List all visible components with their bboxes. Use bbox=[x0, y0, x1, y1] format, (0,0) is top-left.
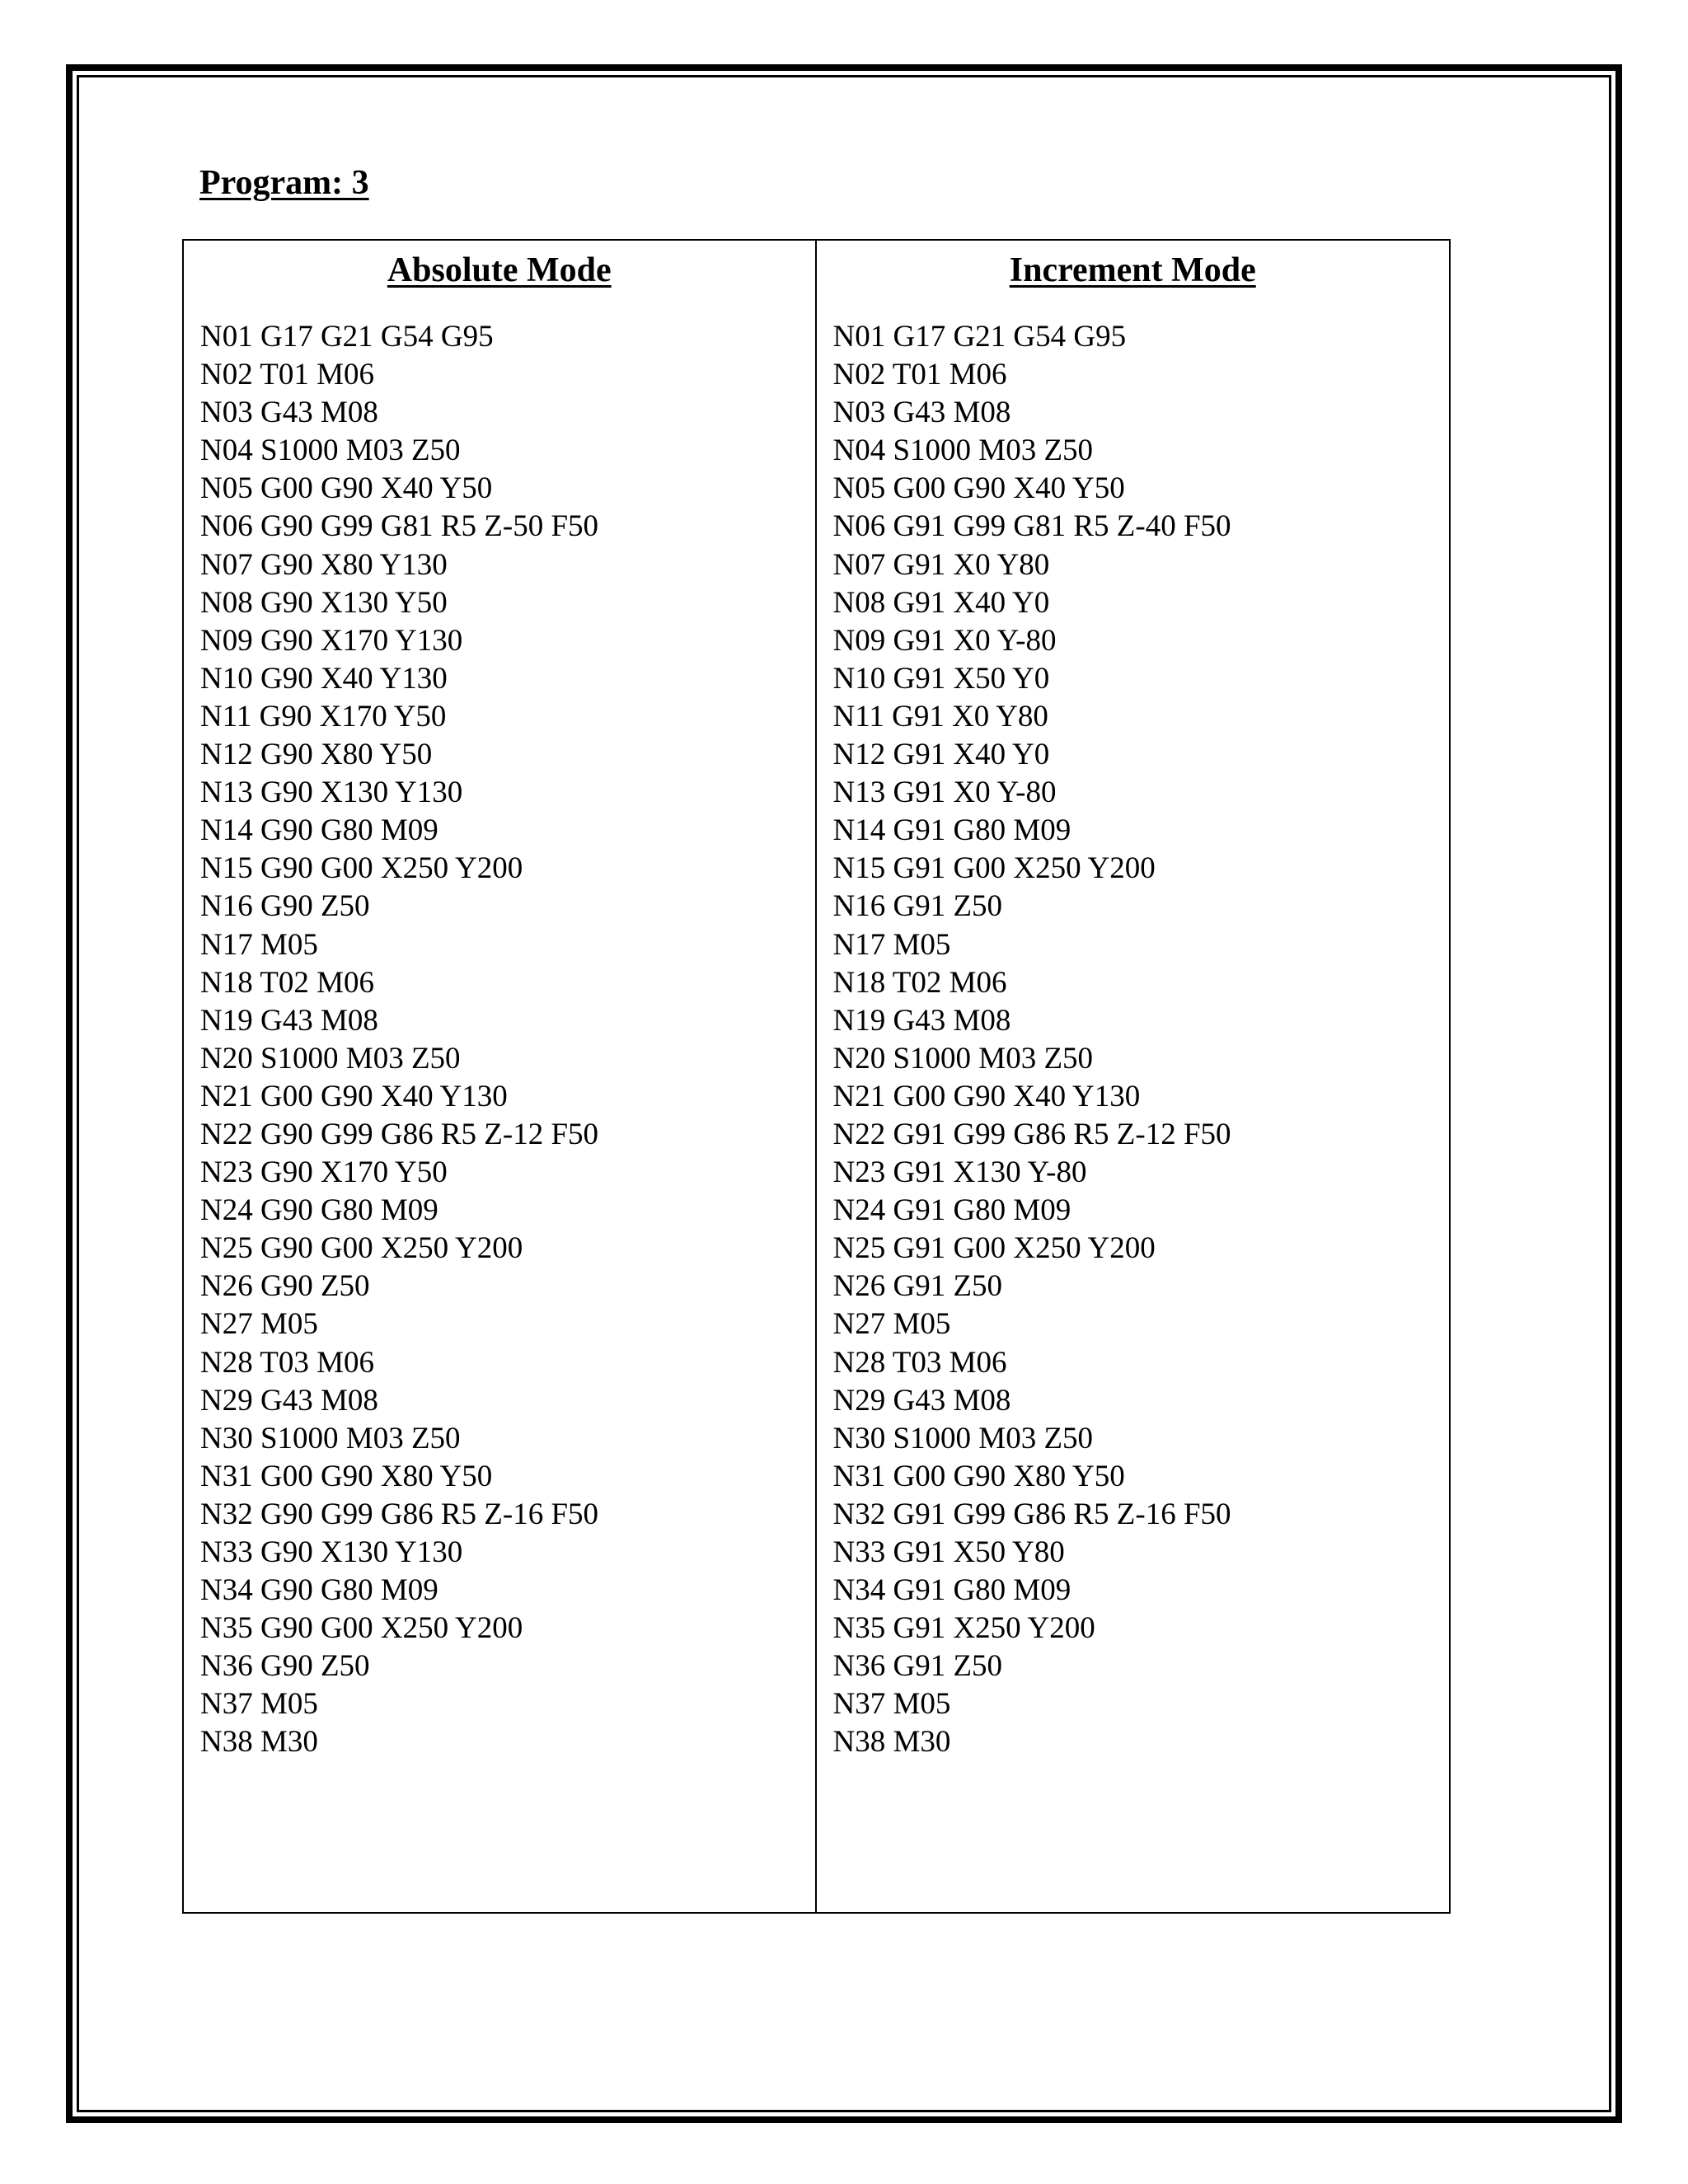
code-line: N11 G90 X170 Y50 bbox=[200, 699, 447, 733]
code-line: N05 G00 G90 X40 Y50 bbox=[200, 471, 493, 506]
code-line: N17 M05 bbox=[832, 927, 951, 962]
code-line: N09 G91 X0 Y-80 bbox=[832, 623, 1057, 658]
code-line: N03 G43 M08 bbox=[832, 396, 1011, 430]
code-line: N06 G90 G99 G81 R5 Z-50 F50 bbox=[200, 509, 599, 544]
code-line: N30 S1000 M03 Z50 bbox=[200, 1421, 461, 1455]
code-line: N35 G91 X250 Y200 bbox=[832, 1611, 1095, 1646]
code-line: N22 G91 G99 G86 R5 Z-12 F50 bbox=[832, 1117, 1231, 1151]
code-line: N17 M05 bbox=[200, 927, 318, 962]
code-line: N12 G91 X40 Y0 bbox=[832, 738, 1050, 772]
absolute-mode-column bbox=[184, 241, 817, 1912]
code-line: N04 S1000 M03 Z50 bbox=[832, 434, 1094, 468]
code-line: N10 G91 X50 Y0 bbox=[832, 661, 1050, 696]
code-line: N18 T02 M06 bbox=[832, 965, 1007, 1000]
code-line: N27 M05 bbox=[200, 1307, 318, 1342]
code-line: N13 G91 X0 Y-80 bbox=[832, 776, 1057, 810]
code-line: N29 G43 M08 bbox=[832, 1383, 1011, 1418]
code-line: N11 G91 X0 Y80 bbox=[832, 699, 1048, 733]
code-line: N22 G90 G99 G86 R5 Z-12 F50 bbox=[200, 1117, 599, 1151]
code-line: N31 G00 G90 X80 Y50 bbox=[200, 1459, 493, 1493]
code-line: N19 G43 M08 bbox=[832, 1003, 1011, 1038]
code-line: N24 G90 G80 M09 bbox=[200, 1193, 438, 1228]
code-line: N28 T03 M06 bbox=[832, 1345, 1007, 1380]
code-line: N07 G91 X0 Y80 bbox=[832, 547, 1050, 582]
code-line: N38 M30 bbox=[832, 1725, 951, 1760]
code-line: N36 G90 Z50 bbox=[200, 1649, 370, 1684]
code-line: N19 G43 M08 bbox=[200, 1003, 378, 1038]
code-line: N04 S1000 M03 Z50 bbox=[200, 434, 461, 468]
code-line: N30 S1000 M03 Z50 bbox=[832, 1421, 1094, 1455]
code-line: N27 M05 bbox=[832, 1307, 951, 1342]
code-line: N34 G91 G80 M09 bbox=[832, 1573, 1071, 1608]
absolute-mode-code-list bbox=[200, 318, 598, 1762]
code-line: N01 G17 G21 G54 G95 bbox=[832, 320, 1127, 354]
absolute-mode-header bbox=[184, 247, 815, 293]
code-line: N03 G43 M08 bbox=[200, 396, 378, 430]
code-line: N28 T03 M06 bbox=[200, 1345, 375, 1380]
code-line: N24 G91 G80 M09 bbox=[832, 1193, 1071, 1228]
code-line: N05 G00 G90 X40 Y50 bbox=[832, 471, 1125, 506]
code-line: N15 G90 G00 X250 Y200 bbox=[200, 851, 523, 886]
code-line: N20 S1000 M03 Z50 bbox=[200, 1041, 461, 1076]
code-line: N36 G91 Z50 bbox=[832, 1649, 1003, 1684]
code-line: N02 T01 M06 bbox=[832, 358, 1007, 392]
code-line: N09 G90 X170 Y130 bbox=[200, 623, 463, 658]
code-line: N16 G91 Z50 bbox=[832, 889, 1003, 924]
code-line: N23 G90 X170 Y50 bbox=[200, 1155, 448, 1190]
increment-mode-column bbox=[817, 241, 1450, 1912]
code-line: N32 G90 G99 G86 R5 Z-16 F50 bbox=[200, 1497, 599, 1531]
code-line: N33 G90 X130 Y130 bbox=[200, 1535, 463, 1569]
code-line: N18 T02 M06 bbox=[200, 965, 375, 1000]
code-line: N33 G91 X50 Y80 bbox=[832, 1535, 1065, 1569]
code-line: N13 G90 X130 Y130 bbox=[200, 776, 463, 810]
code-line: N08 G91 X40 Y0 bbox=[832, 585, 1050, 620]
code-line: N21 G00 G90 X40 Y130 bbox=[832, 1079, 1141, 1113]
code-line: N38 M30 bbox=[200, 1725, 318, 1760]
increment-mode-header-text: Increment Mode bbox=[1009, 251, 1256, 289]
code-line: N26 G91 Z50 bbox=[832, 1269, 1003, 1304]
code-comparison-table bbox=[182, 239, 1451, 1914]
increment-mode-header bbox=[817, 247, 1450, 293]
code-line: N14 G91 G80 M09 bbox=[832, 813, 1071, 848]
code-line: N34 G90 G80 M09 bbox=[200, 1573, 438, 1608]
code-line: N37 M05 bbox=[200, 1687, 318, 1722]
code-line: N25 G90 G00 X250 Y200 bbox=[200, 1231, 523, 1266]
code-line: N20 S1000 M03 Z50 bbox=[832, 1041, 1094, 1076]
code-line: N06 G91 G99 G81 R5 Z-40 F50 bbox=[832, 509, 1231, 544]
code-line: N29 G43 M08 bbox=[200, 1383, 378, 1418]
code-line: N02 T01 M06 bbox=[200, 358, 375, 392]
code-line: N25 G91 G00 X250 Y200 bbox=[832, 1231, 1156, 1266]
code-line: N07 G90 X80 Y130 bbox=[200, 547, 448, 582]
code-line: N32 G91 G99 G86 R5 Z-16 F50 bbox=[832, 1497, 1231, 1531]
code-line: N16 G90 Z50 bbox=[200, 889, 370, 924]
code-line: N14 G90 G80 M09 bbox=[200, 813, 438, 848]
code-line: N31 G00 G90 X80 Y50 bbox=[832, 1459, 1125, 1493]
code-line: N01 G17 G21 G54 G95 bbox=[200, 320, 494, 354]
code-line: N23 G91 X130 Y-80 bbox=[832, 1155, 1087, 1190]
code-line: N21 G00 G90 X40 Y130 bbox=[200, 1079, 508, 1113]
code-line: N37 M05 bbox=[832, 1687, 951, 1722]
increment-mode-code-list bbox=[833, 318, 1231, 1762]
absolute-mode-header-text: Absolute Mode bbox=[387, 251, 612, 289]
code-line: N12 G90 X80 Y50 bbox=[200, 738, 433, 772]
code-line: N35 G90 G00 X250 Y200 bbox=[200, 1611, 523, 1646]
program-title: Program: 3 bbox=[199, 164, 369, 202]
code-line: N26 G90 Z50 bbox=[200, 1269, 370, 1304]
code-line: N10 G90 X40 Y130 bbox=[200, 661, 448, 696]
code-line: N08 G90 X130 Y50 bbox=[200, 585, 448, 620]
code-line: N15 G91 G00 X250 Y200 bbox=[832, 851, 1156, 886]
